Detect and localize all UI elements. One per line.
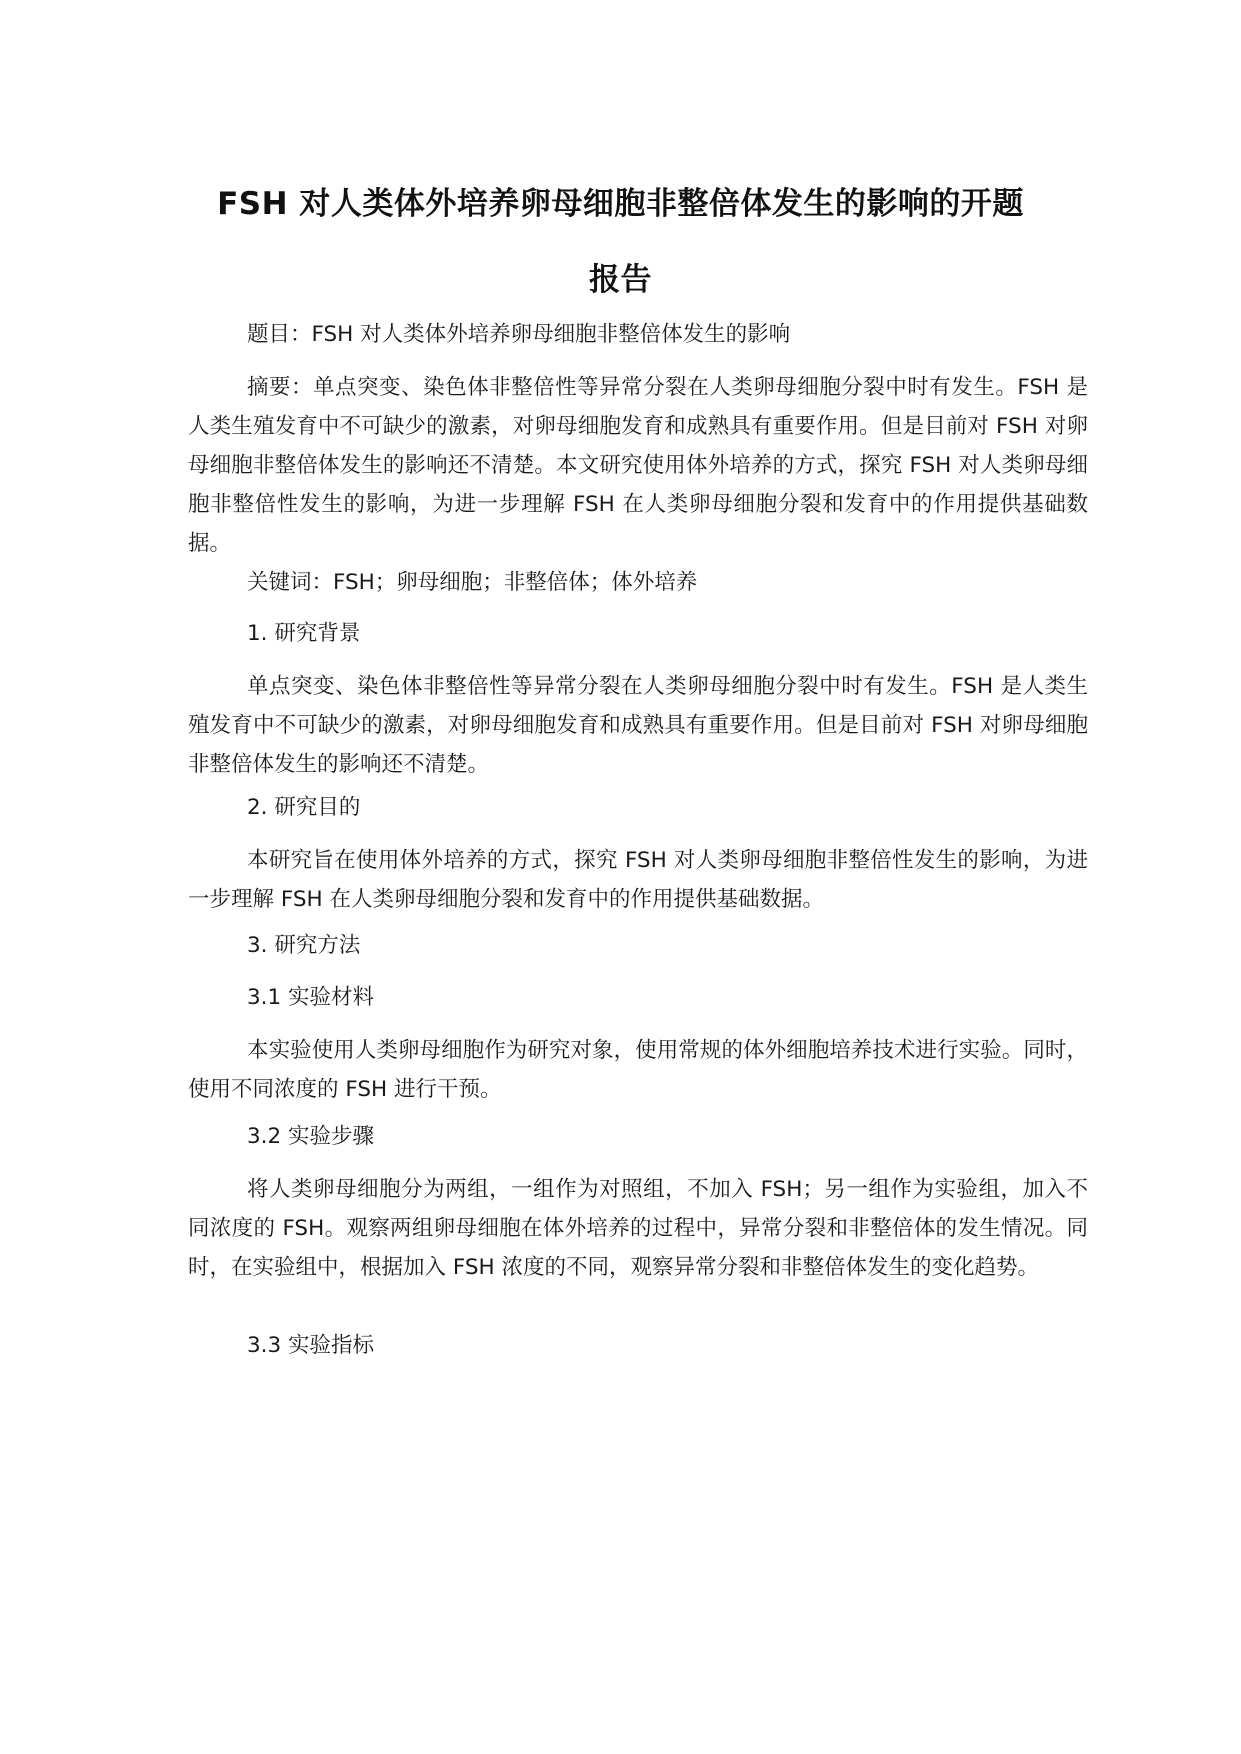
keywords-line: 关键词：FSH；卵母细胞；非整倍体；体外培养 [247,570,698,595]
section-3-1-heading: 3.1 实验材料 [247,985,375,1010]
section-3-heading: 3. 研究方法 [247,933,361,958]
section-3-2-heading: 3.2 实验步骤 [247,1124,375,1149]
section-3-2-body: 将人类卵母细胞分为两组，一组作为对照组，不加入 FSH；另一组作为实验组，加入不同浓度的 FSH。观察两组卵母细胞在体外培养的过程中，异常分裂和非整倍体的发生情况。同时，在实验组中，根据加入 FSH 浓度的不同，观察异常分裂和非整倍体发生的变化趋势。 [188,1177,1088,1280]
section-3-3-heading: 3.3 实验指标 [247,1333,375,1358]
section-2-heading: 2. 研究目的 [247,795,361,820]
page-title-line-1: FSH 对人类体外培养卵母细胞非整倍体发生的影响的开题 [217,186,1024,222]
topic-line: 题目：FSH 对人类体外培养卵母细胞非整倍体发生的影响 [247,322,791,347]
section-3-1-body: 本实验使用人类卵母细胞作为研究对象，使用常规的体外细胞培养技术进行实验。同时，使用不同浓度的 FSH 进行干预。 [188,1038,1088,1102]
page-title-line-2: 报告 [589,262,652,298]
section-1-body: 单点突变、染色体非整倍性等异常分裂在人类卵母细胞分裂中时有发生。FSH 是人类生殖发育中不可缺少的激素，对卵母细胞发育和成熟具有重要作用。但是目前对 FSH 对卵母细胞非整倍体发生的影响还不清楚。 [188,674,1088,777]
abstract-paragraph: 摘要：单点突变、染色体非整倍性等异常分裂在人类卵母细胞分裂中时有发生。FSH 是人类生殖发育中不可缺少的激素，对卵母细胞发育和成熟具有重要作用。但是目前对 FSH 对卵母细胞非整倍体发生的影响还不清楚。本文研究使用体外培养的方式，探究 FSH 对人类卵母细胞非整倍性发生的影响，为进一步理解 FSH 在人类卵母细胞分裂和发育中的作用提供基础数据。 [188,375,1088,556]
section-2-body: 本研究旨在使用体外培养的方式，探究 FSH 对人类卵母细胞非整倍性发生的影响，为进一步理解 FSH 在人类卵母细胞分裂和发育中的作用提供基础数据。 [188,848,1088,912]
section-1-heading: 1. 研究背景 [247,621,361,646]
